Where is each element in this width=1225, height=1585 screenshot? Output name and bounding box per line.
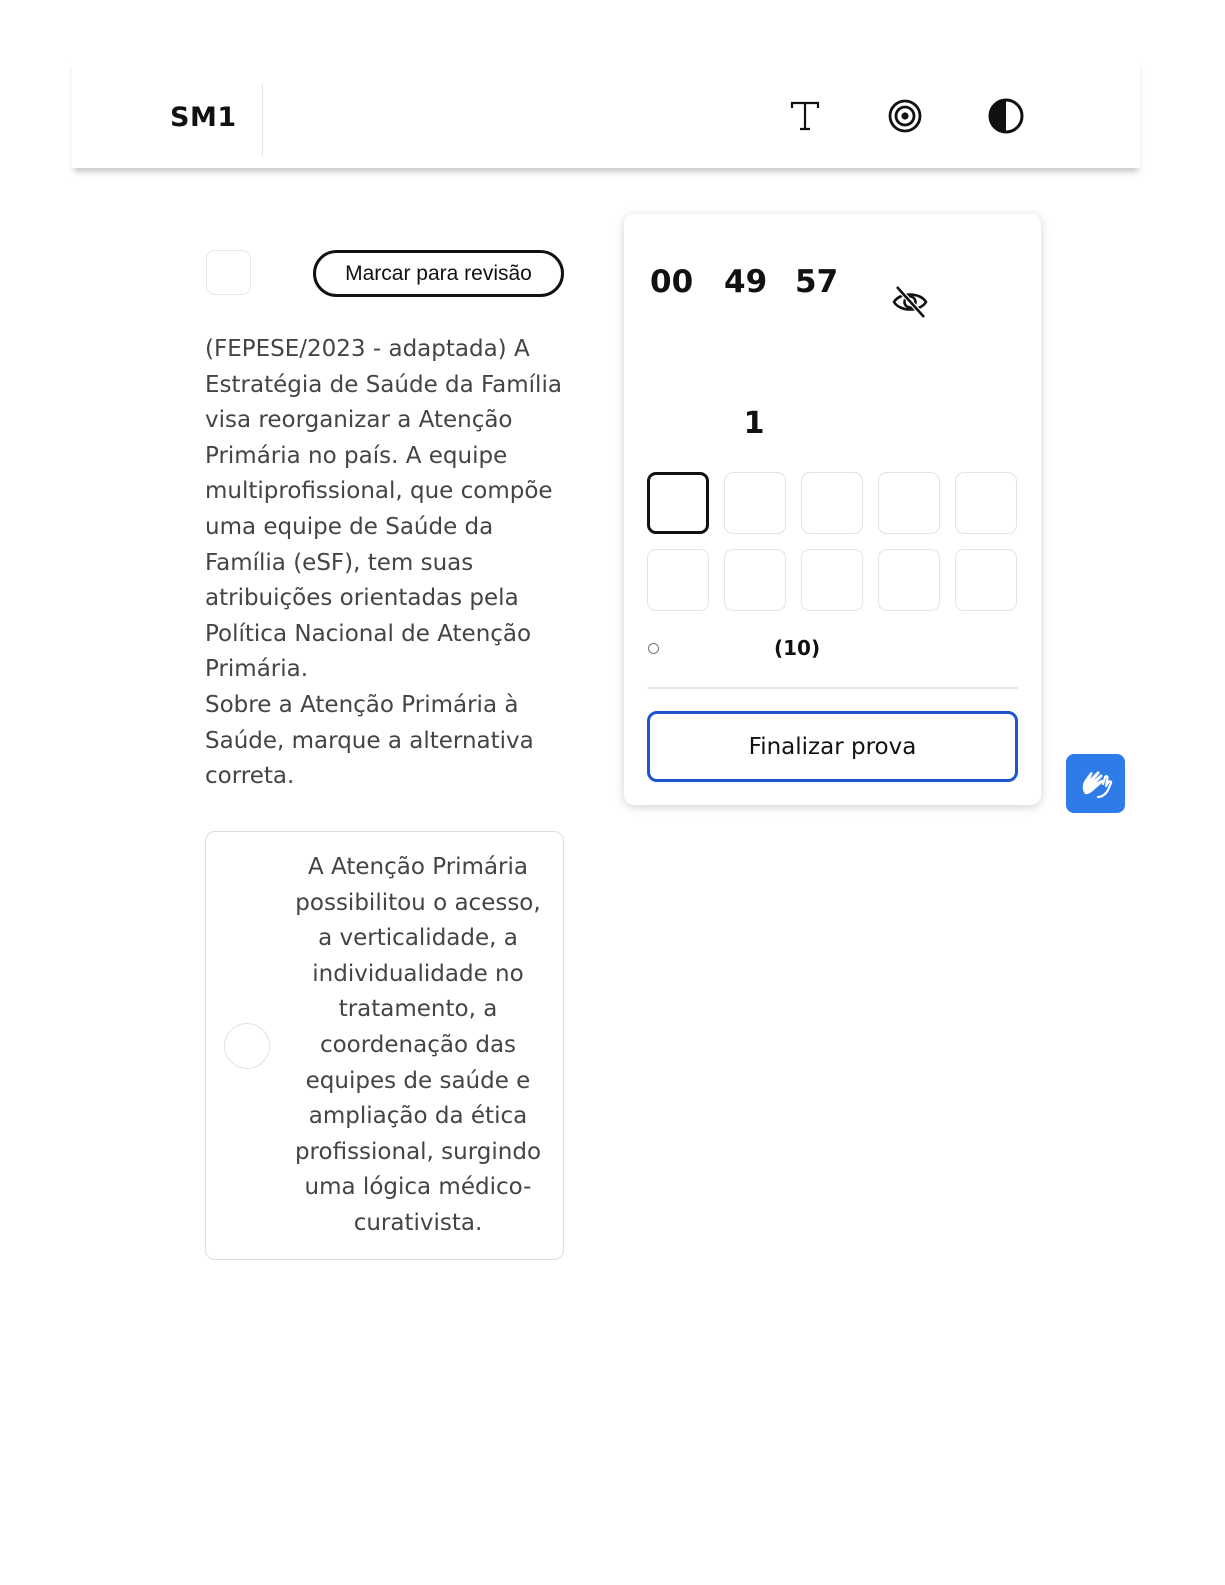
text-size-icon[interactable] — [785, 96, 825, 136]
option-radio[interactable] — [224, 1023, 270, 1069]
app-logo: SM1 — [170, 102, 237, 133]
top-header — [72, 60, 1140, 168]
exam-navigation-panel — [624, 214, 1041, 805]
legend-unanswered-count: (10) — [774, 636, 821, 660]
timer-minutes: 49 — [724, 264, 768, 300]
target-icon[interactable] — [885, 96, 925, 136]
question-statement — [205, 332, 565, 795]
question-nav-cell[interactable] — [647, 472, 709, 534]
timer-seconds: 57 — [795, 264, 839, 300]
review-checkbox[interactable] — [206, 250, 251, 295]
hide-timer-eye-off-icon[interactable] — [890, 282, 930, 322]
answer-option[interactable] — [205, 831, 564, 1260]
question-nav-cell[interactable] — [724, 549, 786, 611]
question-text-paragraph: (FEPESE/2023 - adaptada) A Estratégia de Saúde da Família visa reorganizar a Atenção Primária no país. A equipe multiprofissional, que compõe uma equipe de Saúde da Família (eSF), tem suas atribuições orientadas pela Política Nacional de Atenção Primária. — [205, 336, 562, 683]
question-nav-cell[interactable] — [878, 549, 940, 611]
mark-for-review-button[interactable]: Marcar para revisão — [313, 250, 564, 297]
question-nav-cell[interactable] — [724, 472, 786, 534]
question-nav-cell[interactable] — [801, 549, 863, 611]
header-divider — [262, 84, 263, 156]
question-text-paragraph: Sobre a Atenção Primária à Saúde, marque a alternativa correta. — [205, 691, 534, 790]
sign-language-hands-icon — [1076, 764, 1116, 804]
contrast-icon[interactable] — [986, 96, 1026, 136]
question-grid — [647, 472, 1017, 611]
option-text: A Atenção Primária possibilitou o acesso, a verticalidade, a individualidade no tratamento, a coordenação das equipes de saúde e ampliação da ética profissional, surgindo uma lógica médico-curativista. — [294, 854, 542, 1236]
current-question-number: 1 — [743, 406, 765, 441]
finish-exam-button[interactable]: Finalizar prova — [647, 711, 1018, 782]
legend-unanswered-dot — [648, 643, 659, 654]
question-nav-cell[interactable] — [955, 549, 1017, 611]
question-nav-cell[interactable] — [647, 549, 709, 611]
question-nav-cell[interactable] — [955, 472, 1017, 534]
panel-divider — [647, 687, 1018, 689]
timer-hours: 00 — [650, 264, 694, 300]
question-nav-cell[interactable] — [878, 472, 940, 534]
question-nav-cell[interactable] — [801, 472, 863, 534]
libras-accessibility-button[interactable] — [1066, 754, 1125, 813]
